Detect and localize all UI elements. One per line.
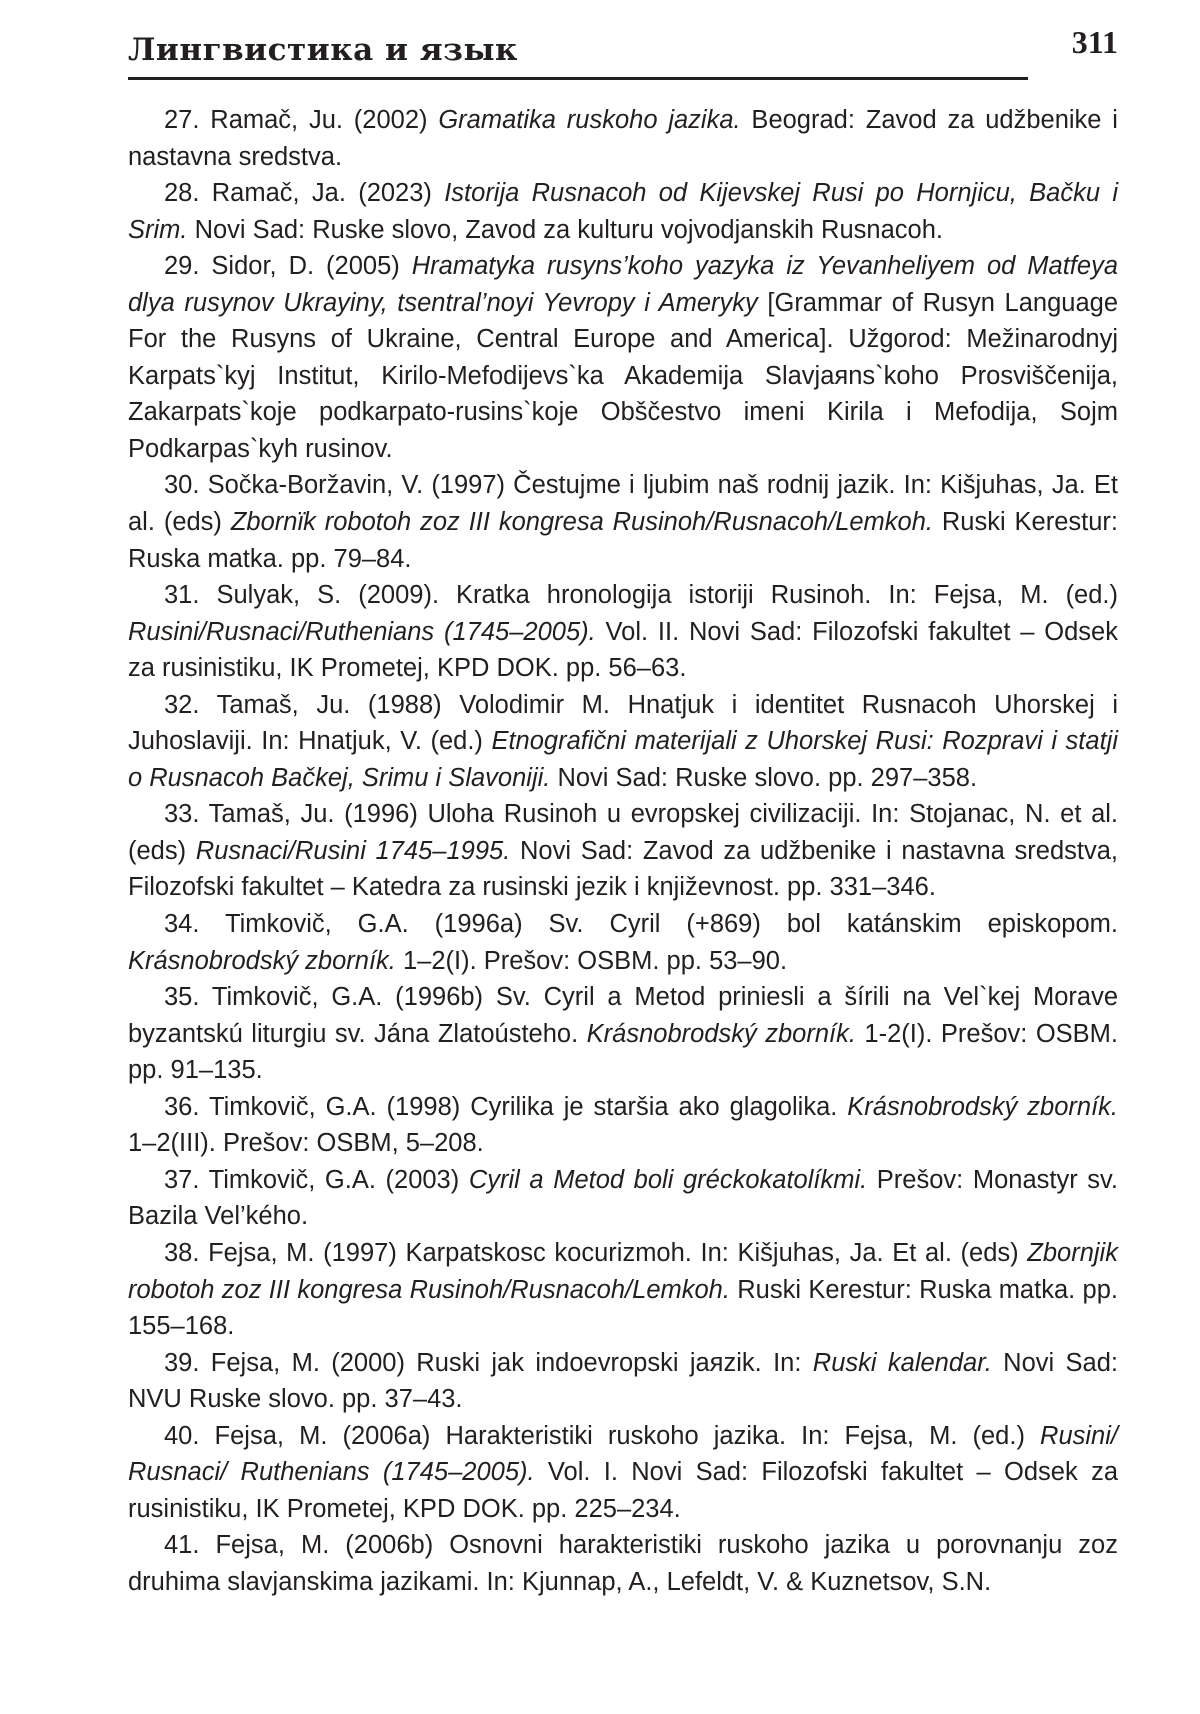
reference-text: Sidor, D. (2005): [211, 252, 412, 281]
reference-title: Zbornїk robotoh zoz III kongresa Rusinoh/Rusnacoh/Lemkoh.: [230, 508, 933, 537]
reference-title: Etnografični materijali z Uhorskej Rusi: Rozpravi i statji o Rusnacoh Bačkej, Srimu i Slavoniji.: [128, 727, 1118, 792]
reference-text: Novi Sad: Ruske slovo, Zavod za kulturu vojvodjanskih Rusnacoh.: [187, 215, 943, 244]
reference-item: [128, 175, 1118, 248]
reference-title: Krásnobrodský zborník.: [128, 946, 396, 975]
header-rule: [128, 77, 1028, 80]
reference-list: [128, 102, 1118, 1600]
reference-item: [128, 906, 1118, 979]
reference-title: Rusini/Rusnaci/Ruthenians (1745–2005).: [128, 617, 596, 646]
reference-title: Rusini/ Rusnaci/ Ruthenians (1745–2005).: [128, 1421, 1118, 1487]
reference-title: Ruski kalendar.: [812, 1348, 992, 1377]
reference-item: [128, 1235, 1118, 1345]
reference-item: [128, 1527, 1118, 1600]
reference-number: 31.: [164, 581, 200, 610]
reference-text: 1–2(I). Prešov: OSBM. pp. 53–90.: [395, 946, 788, 975]
reference-text: Novi Sad: NVU Ruske slovo. pp. 37–43.: [128, 1348, 1118, 1414]
reference-text: Ramač, Ju. (2002): [210, 106, 439, 134]
reference-text: Novi Sad: Ruske slovo. pp. 297–358.: [550, 763, 978, 792]
reference-number: 38.: [164, 1238, 200, 1267]
reference-number: 27.: [164, 106, 200, 134]
reference-number: 32.: [164, 690, 200, 719]
reference-number: 40.: [164, 1421, 200, 1450]
reference-text: Fejsa, M. (2006a) Harakteristiki ruskoho jazika. In: Fejsa, M. (ed.): [214, 1421, 1041, 1450]
reference-item: [128, 1162, 1118, 1235]
reference-number: 36.: [164, 1092, 200, 1121]
reference-text: Sulyak, S. (2009). Kratka hronologija istoriji Rusinoh. In: Fejsa, M. (ed.): [216, 581, 1118, 610]
reference-item: [128, 248, 1118, 467]
reference-text: Ruski Kerestur: Ruska matka. pp. 79–84.: [128, 508, 1119, 573]
reference-title: Krásnobrodský zborník.: [847, 1092, 1119, 1121]
reference-number: 37.: [164, 1165, 200, 1194]
reference-item: [128, 687, 1118, 797]
reference-number: 35.: [164, 983, 200, 1012]
reference-number: 30.: [164, 471, 200, 500]
running-head-title: Лингвистика и язык: [128, 32, 518, 68]
reference-text: Prešov: Monastyr sv. Bazila Vel’kého.: [128, 1165, 1119, 1231]
reference-item: [128, 577, 1118, 687]
reference-item: [128, 796, 1118, 906]
reference-text: Timkovič, G.A. (2003): [208, 1165, 469, 1194]
reference-text: Fejsa, M. (2000) Ruski jak indoevropski jaяzik. In:: [210, 1348, 813, 1377]
reference-text: Timkovič, G.A. (1996a) Sv. Cyril (+869) bol katánskim episkopom.: [224, 910, 1119, 939]
reference-text: [Grammar of Rusyn Language For the Rusyns of Ukraine, Central Europe and America]. Užgorod: Mežinarodnyj Karpats`kyj Institut, Kirilo-Mefodijevs`ka Akademija Slavjaяns`koho Prosviščenija, Zakarpats`koje podkarpato-rusins`koje Obščestvo imeni Kirila i Mefodija, Sojm Podkarpas`kyh rusinov.: [128, 288, 1118, 463]
reference-text: Vol. II. Novi Sad: Filozofski fakultet – Odsek za rusinistiku, IK Prometej, KPD DOK. pp. 56–63.: [128, 617, 1118, 683]
reference-item: [128, 979, 1118, 1089]
reference-title: Zbornjik robotoh zoz III kongresa Rusinoh/Rusnacoh/Lemkoh.: [128, 1238, 1118, 1304]
reference-text: Tamaš, Ju. (1996) Uloha Rusinoh u evropskej civilizaciji. In: Stojanac, N. et al. (eds): [128, 800, 1119, 865]
reference-number: 41.: [164, 1531, 200, 1560]
reference-text: Fejsa, M. (1997) Karpatskosc kocurizmoh. In: Kišjuhas, Ja. Et al. (eds): [208, 1238, 1028, 1267]
reference-title: Istorija Rusnacoh od Kijevskej Rusi po Hornjicu, Bačku i Srim.: [128, 179, 1118, 244]
reference-item: [128, 467, 1118, 577]
reference-number: 29.: [164, 252, 200, 281]
reference-text: Ruski Kerestur: Ruska matka. pp. 155–168.: [128, 1275, 1118, 1341]
reference-text: Sočka-Boržavin, V. (1997) Čestujme i ljubim naš rodnij jazik. In: Kišjuhas, Ja. Et al. (eds): [128, 471, 1118, 537]
reference-text: Timkovič, G.A. (1996b) Sv. Cyril a Metod priniesli a šírili na Vel`kej Morave byzantskú liturgiu sv. Jána Zlatoústeho.: [128, 983, 1119, 1048]
reference-text: Tamaš, Ju. (1988) Volodimir M. Hnatjuk i identitet Rusnacoh Uhorskej i Juhoslaviji. In: Hnatjuk, V. (ed.): [128, 690, 1119, 756]
reference-title: Rusnaci/Rusini 1745–1995.: [195, 836, 511, 865]
reference-text: Fejsa, M. (2006b) Osnovni harakteristiki ruskoho jazika u porovnanju zoz druhima slavjanskima jazikami. In: Kjunnap, A., Lefeldt, V. & Kuznetsov, S.N.: [128, 1531, 1118, 1596]
reference-text: Ramač, Ja. (2023): [211, 179, 445, 208]
reference-text: 1-2(I). Prešov: OSBM. pp. 91–135.: [128, 1019, 1119, 1085]
reference-title: Hramatyka rusyns’koho yazyka iz Yevanheliyem od Matfeya dlya rusynov Ukrayiny, tsentral’noyi Yevropy i Ameryky: [128, 252, 1119, 317]
page-number: 311: [1071, 24, 1118, 60]
reference-title: Gramatika ruskoho jazika.: [438, 106, 741, 134]
reference-text: 1–2(III). Prešov: OSBM, 5–208.: [128, 1129, 484, 1158]
reference-number: 33.: [164, 800, 200, 829]
reference-text: Beograd: Zavod za udžbenike i nastavna sredstva.: [128, 106, 1118, 171]
reference-number: 39.: [164, 1348, 200, 1377]
reference-text: Timkovič, G.A. (1998) Cyrilika je staršia ako glagolika.: [208, 1092, 848, 1121]
reference-item: [128, 102, 1118, 175]
reference-text: Vol. I. Novi Sad: Filozofski fakultet – Odsek za rusinistiku, IK Prometej, KPD DOK. pp. 225–234.: [128, 1458, 1118, 1523]
reference-number: 34.: [164, 910, 200, 939]
reference-title: Cyril a Metod boli gréckokatolíkmi.: [468, 1165, 868, 1194]
reference-text: Novi Sad: Zavod za udžbenike i nastavna sredstva, Filozofski fakultet – Katedra za rusinski jezik i književnost. pp. 331–346.: [128, 836, 1118, 902]
reference-item: [128, 1345, 1118, 1418]
reference-title: Krásnobrodský zborník.: [586, 1019, 856, 1048]
page-header: [128, 22, 1118, 82]
reference-item: [128, 1418, 1118, 1528]
reference-item: [128, 1089, 1118, 1162]
reference-number: 28.: [164, 179, 200, 208]
